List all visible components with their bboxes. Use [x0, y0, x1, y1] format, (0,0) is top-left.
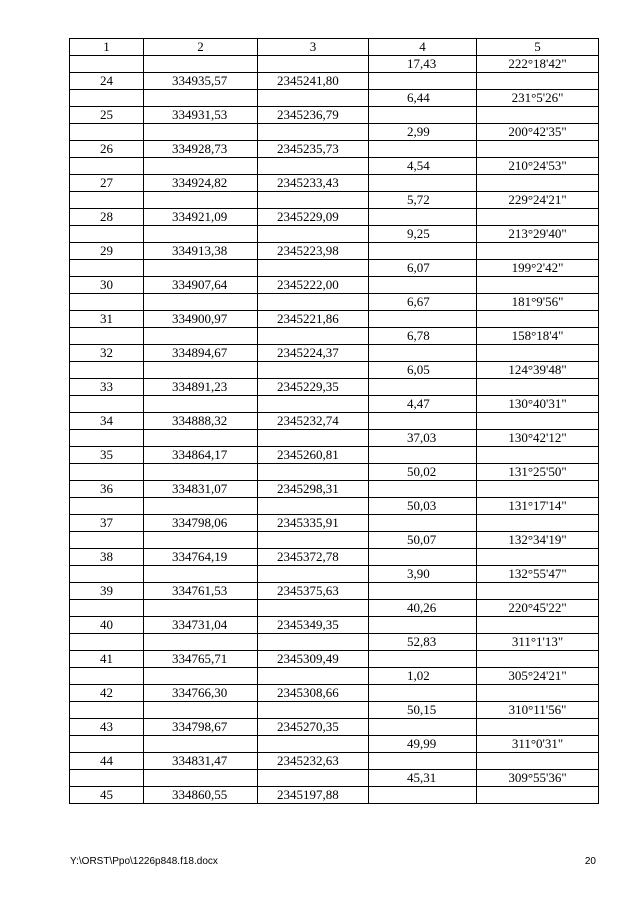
table-row — [70, 617, 599, 634]
point-number-cell — [70, 226, 144, 243]
distance-cell: 1,02 — [369, 668, 477, 685]
distance-cell — [369, 277, 477, 294]
table-row — [70, 787, 599, 804]
bearing-cell: 229°24'21" — [477, 192, 599, 209]
x-coordinate-cell: 334766,30 — [144, 685, 258, 702]
bearing-cell: 130°42'12" — [477, 430, 599, 447]
point-number-cell — [70, 430, 144, 447]
x-coordinate-cell — [144, 90, 258, 107]
bearing-cell: 305°24'21" — [477, 668, 599, 685]
distance-cell — [369, 685, 477, 702]
y-coordinate-cell — [258, 464, 369, 481]
table-row — [70, 124, 599, 141]
point-number-cell: 25 — [70, 107, 144, 124]
table-row — [70, 243, 599, 260]
x-coordinate-cell: 334831,47 — [144, 753, 258, 770]
bearing-cell — [477, 753, 599, 770]
y-coordinate-cell — [258, 736, 369, 753]
table-row — [70, 311, 599, 328]
distance-cell — [369, 583, 477, 600]
table-row — [70, 192, 599, 209]
distance-cell — [369, 617, 477, 634]
distance-cell — [369, 243, 477, 260]
point-number-cell — [70, 566, 144, 583]
distance-cell: 4,47 — [369, 396, 477, 413]
bearing-cell: 130°40'31" — [477, 396, 599, 413]
x-coordinate-cell — [144, 600, 258, 617]
bearing-cell — [477, 73, 599, 90]
bearing-cell: 231°5'26" — [477, 90, 599, 107]
bearing-cell: 181°9'56" — [477, 294, 599, 311]
x-coordinate-cell — [144, 498, 258, 515]
point-number-cell — [70, 736, 144, 753]
point-number-cell — [70, 90, 144, 107]
table-row — [70, 328, 599, 345]
y-coordinate-cell: 2345233,43 — [258, 175, 369, 192]
table-row — [70, 277, 599, 294]
y-coordinate-cell — [258, 770, 369, 787]
distance-cell — [369, 311, 477, 328]
bearing-cell — [477, 345, 599, 362]
table-row — [70, 141, 599, 158]
y-coordinate-cell: 2345197,88 — [258, 787, 369, 804]
point-number-cell — [70, 260, 144, 277]
table-row — [70, 770, 599, 787]
table-row — [70, 209, 599, 226]
table-row — [70, 260, 599, 277]
point-number-cell — [70, 396, 144, 413]
distance-cell: 5,72 — [369, 192, 477, 209]
bearing-cell — [477, 481, 599, 498]
bearing-cell — [477, 141, 599, 158]
point-number-cell: 42 — [70, 685, 144, 702]
coordinates-table — [69, 38, 599, 804]
point-number-cell — [70, 702, 144, 719]
y-coordinate-cell: 2345229,09 — [258, 209, 369, 226]
distance-cell: 17,43 — [369, 56, 477, 73]
table-row — [70, 600, 599, 617]
x-coordinate-cell: 334764,19 — [144, 549, 258, 566]
y-coordinate-cell — [258, 328, 369, 345]
footer-file-path: Y:\ORST\Ppo\1226p848.f18.docx — [70, 856, 218, 867]
bearing-cell: 132°34'19" — [477, 532, 599, 549]
x-coordinate-cell — [144, 294, 258, 311]
x-coordinate-cell — [144, 770, 258, 787]
distance-cell: 6,78 — [369, 328, 477, 345]
x-coordinate-cell: 334831,07 — [144, 481, 258, 498]
table-row — [70, 549, 599, 566]
y-coordinate-cell: 2345308,66 — [258, 685, 369, 702]
y-coordinate-cell: 2345232,63 — [258, 753, 369, 770]
table-row — [70, 634, 599, 651]
y-coordinate-cell: 2345232,74 — [258, 413, 369, 430]
table-row — [70, 532, 599, 549]
distance-cell — [369, 107, 477, 124]
table-row — [70, 668, 599, 685]
bearing-cell: 309°55'36" — [477, 770, 599, 787]
table-row — [70, 464, 599, 481]
bearing-cell: 158°18'4" — [477, 328, 599, 345]
point-number-cell — [70, 362, 144, 379]
bearing-cell: 131°25'50" — [477, 464, 599, 481]
bearing-cell — [477, 719, 599, 736]
point-number-cell — [70, 56, 144, 73]
x-coordinate-cell — [144, 124, 258, 141]
bearing-cell — [477, 277, 599, 294]
distance-cell: 6,44 — [369, 90, 477, 107]
y-coordinate-cell — [258, 90, 369, 107]
bearing-cell: 311°0'31" — [477, 736, 599, 753]
point-number-cell: 33 — [70, 379, 144, 396]
bearing-cell: 213°29'40" — [477, 226, 599, 243]
y-coordinate-cell: 2345298,31 — [258, 481, 369, 498]
bearing-cell: 210°24'53" — [477, 158, 599, 175]
point-number-cell — [70, 158, 144, 175]
bearing-cell: 310°11'56" — [477, 702, 599, 719]
table-row — [70, 651, 599, 668]
y-coordinate-cell: 2345372,78 — [258, 549, 369, 566]
point-number-cell — [70, 464, 144, 481]
y-coordinate-cell: 2345349,35 — [258, 617, 369, 634]
header-cell-5: 5 — [477, 39, 599, 56]
table-row — [70, 719, 599, 736]
distance-cell — [369, 787, 477, 804]
distance-cell — [369, 209, 477, 226]
point-number-cell: 26 — [70, 141, 144, 158]
table-row — [70, 498, 599, 515]
x-coordinate-cell — [144, 736, 258, 753]
x-coordinate-cell: 334888,32 — [144, 413, 258, 430]
table-row — [70, 362, 599, 379]
table-row — [70, 753, 599, 770]
distance-cell: 50,03 — [369, 498, 477, 515]
distance-cell: 50,07 — [369, 532, 477, 549]
point-number-cell: 45 — [70, 787, 144, 804]
point-number-cell: 37 — [70, 515, 144, 532]
point-number-cell: 41 — [70, 651, 144, 668]
table-row — [70, 226, 599, 243]
bearing-cell — [477, 549, 599, 566]
x-coordinate-cell — [144, 464, 258, 481]
distance-cell — [369, 651, 477, 668]
y-coordinate-cell — [258, 362, 369, 379]
bearing-cell — [477, 685, 599, 702]
table-row — [70, 345, 599, 362]
point-number-cell — [70, 192, 144, 209]
table-row — [70, 685, 599, 702]
y-coordinate-cell — [258, 532, 369, 549]
y-coordinate-cell — [258, 294, 369, 311]
distance-cell: 6,05 — [369, 362, 477, 379]
x-coordinate-cell: 334921,09 — [144, 209, 258, 226]
table-row — [70, 566, 599, 583]
table-row — [70, 107, 599, 124]
bearing-cell: 124°39'48" — [477, 362, 599, 379]
bearing-cell — [477, 651, 599, 668]
y-coordinate-cell — [258, 430, 369, 447]
table-row — [70, 56, 599, 73]
distance-cell — [369, 753, 477, 770]
x-coordinate-cell: 334798,06 — [144, 515, 258, 532]
bearing-cell — [477, 515, 599, 532]
point-number-cell: 29 — [70, 243, 144, 260]
header-cell-2: 2 — [144, 39, 258, 56]
distance-cell: 49,99 — [369, 736, 477, 753]
distance-cell — [369, 515, 477, 532]
distance-cell: 40,26 — [369, 600, 477, 617]
x-coordinate-cell: 334913,38 — [144, 243, 258, 260]
bearing-cell — [477, 413, 599, 430]
y-coordinate-cell — [258, 566, 369, 583]
y-coordinate-cell — [258, 396, 369, 413]
distance-cell: 45,31 — [369, 770, 477, 787]
table-row — [70, 515, 599, 532]
bearing-cell: 222°18'42" — [477, 56, 599, 73]
point-number-cell: 43 — [70, 719, 144, 736]
y-coordinate-cell: 2345260,81 — [258, 447, 369, 464]
table-row — [70, 379, 599, 396]
distance-cell — [369, 379, 477, 396]
y-coordinate-cell: 2345236,79 — [258, 107, 369, 124]
point-number-cell: 35 — [70, 447, 144, 464]
point-number-cell — [70, 532, 144, 549]
point-number-cell — [70, 634, 144, 651]
distance-cell — [369, 549, 477, 566]
table-row — [70, 430, 599, 447]
point-number-cell — [70, 770, 144, 787]
y-coordinate-cell: 2345222,00 — [258, 277, 369, 294]
bearing-cell: 131°17'14" — [477, 498, 599, 515]
point-number-cell — [70, 668, 144, 685]
point-number-cell — [70, 294, 144, 311]
x-coordinate-cell: 334894,67 — [144, 345, 258, 362]
point-number-cell — [70, 328, 144, 345]
table-row — [70, 702, 599, 719]
y-coordinate-cell — [258, 226, 369, 243]
y-coordinate-cell: 2345223,98 — [258, 243, 369, 260]
point-number-cell: 44 — [70, 753, 144, 770]
bearing-cell — [477, 175, 599, 192]
table-row — [70, 294, 599, 311]
point-number-cell: 27 — [70, 175, 144, 192]
point-number-cell: 39 — [70, 583, 144, 600]
x-coordinate-cell: 334931,53 — [144, 107, 258, 124]
y-coordinate-cell — [258, 600, 369, 617]
point-number-cell: 31 — [70, 311, 144, 328]
distance-cell — [369, 73, 477, 90]
x-coordinate-cell: 334864,17 — [144, 447, 258, 464]
bearing-cell: 132°55'47" — [477, 566, 599, 583]
x-coordinate-cell — [144, 56, 258, 73]
table-row — [70, 736, 599, 753]
distance-cell: 4,54 — [369, 158, 477, 175]
y-coordinate-cell — [258, 124, 369, 141]
x-coordinate-cell — [144, 532, 258, 549]
y-coordinate-cell: 2345270,35 — [258, 719, 369, 736]
distance-cell: 6,67 — [369, 294, 477, 311]
distance-cell: 9,25 — [369, 226, 477, 243]
y-coordinate-cell: 2345309,49 — [258, 651, 369, 668]
x-coordinate-cell: 334928,73 — [144, 141, 258, 158]
header-cell-3: 3 — [258, 39, 369, 56]
x-coordinate-cell — [144, 192, 258, 209]
point-number-cell: 30 — [70, 277, 144, 294]
y-coordinate-cell — [258, 634, 369, 651]
header-cell-4: 4 — [369, 39, 477, 56]
header-cell-1: 1 — [70, 39, 144, 56]
table-row — [70, 175, 599, 192]
x-coordinate-cell: 334924,82 — [144, 175, 258, 192]
point-number-cell: 28 — [70, 209, 144, 226]
table-row — [70, 73, 599, 90]
bearing-cell — [477, 583, 599, 600]
bearing-cell — [477, 243, 599, 260]
y-coordinate-cell — [258, 702, 369, 719]
footer-page-number: 20 — [584, 856, 596, 867]
distance-cell: 6,07 — [369, 260, 477, 277]
x-coordinate-cell — [144, 634, 258, 651]
y-coordinate-cell — [258, 158, 369, 175]
distance-cell: 50,02 — [369, 464, 477, 481]
point-number-cell — [70, 600, 144, 617]
y-coordinate-cell: 2345241,80 — [258, 73, 369, 90]
table-row — [70, 583, 599, 600]
bearing-cell — [477, 617, 599, 634]
x-coordinate-cell — [144, 158, 258, 175]
table-row — [70, 413, 599, 430]
point-number-cell: 32 — [70, 345, 144, 362]
y-coordinate-cell: 2345375,63 — [258, 583, 369, 600]
x-coordinate-cell: 334798,67 — [144, 719, 258, 736]
x-coordinate-cell: 334765,71 — [144, 651, 258, 668]
distance-cell — [369, 175, 477, 192]
table-row — [70, 158, 599, 175]
table-body — [70, 56, 599, 804]
x-coordinate-cell: 334860,55 — [144, 787, 258, 804]
table-row — [70, 447, 599, 464]
point-number-cell — [70, 124, 144, 141]
y-coordinate-cell: 2345224,37 — [258, 345, 369, 362]
bearing-cell: 311°1'13" — [477, 634, 599, 651]
bearing-cell: 200°42'35" — [477, 124, 599, 141]
x-coordinate-cell — [144, 702, 258, 719]
distance-cell: 52,83 — [369, 634, 477, 651]
bearing-cell — [477, 311, 599, 328]
x-coordinate-cell — [144, 226, 258, 243]
x-coordinate-cell: 334900,97 — [144, 311, 258, 328]
x-coordinate-cell: 334731,04 — [144, 617, 258, 634]
x-coordinate-cell — [144, 396, 258, 413]
y-coordinate-cell: 2345221,86 — [258, 311, 369, 328]
distance-cell — [369, 447, 477, 464]
bearing-cell — [477, 107, 599, 124]
distance-cell — [369, 413, 477, 430]
bearing-cell: 199°2'42" — [477, 260, 599, 277]
distance-cell — [369, 345, 477, 362]
bearing-cell — [477, 787, 599, 804]
x-coordinate-cell: 334761,53 — [144, 583, 258, 600]
bearing-cell: 220°45'22" — [477, 600, 599, 617]
bearing-cell — [477, 447, 599, 464]
point-number-cell: 36 — [70, 481, 144, 498]
point-number-cell: 24 — [70, 73, 144, 90]
x-coordinate-cell: 334891,23 — [144, 379, 258, 396]
table-row — [70, 481, 599, 498]
distance-cell — [369, 719, 477, 736]
distance-cell: 37,03 — [369, 430, 477, 447]
y-coordinate-cell — [258, 260, 369, 277]
point-number-cell: 40 — [70, 617, 144, 634]
point-number-cell: 34 — [70, 413, 144, 430]
y-coordinate-cell — [258, 498, 369, 515]
point-number-cell: 38 — [70, 549, 144, 566]
distance-cell — [369, 141, 477, 158]
x-coordinate-cell — [144, 566, 258, 583]
bearing-cell — [477, 209, 599, 226]
table-row — [70, 396, 599, 413]
x-coordinate-cell — [144, 430, 258, 447]
x-coordinate-cell: 334907,64 — [144, 277, 258, 294]
table-row — [70, 90, 599, 107]
distance-cell: 3,90 — [369, 566, 477, 583]
y-coordinate-cell: 2345235,73 — [258, 141, 369, 158]
bearing-cell — [477, 379, 599, 396]
y-coordinate-cell — [258, 56, 369, 73]
y-coordinate-cell: 2345229,35 — [258, 379, 369, 396]
y-coordinate-cell — [258, 192, 369, 209]
y-coordinate-cell — [258, 668, 369, 685]
x-coordinate-cell — [144, 328, 258, 345]
point-number-cell — [70, 498, 144, 515]
y-coordinate-cell: 2345335,91 — [258, 515, 369, 532]
x-coordinate-cell — [144, 362, 258, 379]
x-coordinate-cell — [144, 668, 258, 685]
x-coordinate-cell — [144, 260, 258, 277]
x-coordinate-cell: 334935,57 — [144, 73, 258, 90]
table-header-row — [70, 39, 599, 56]
distance-cell: 2,99 — [369, 124, 477, 141]
distance-cell: 50,15 — [369, 702, 477, 719]
distance-cell — [369, 481, 477, 498]
